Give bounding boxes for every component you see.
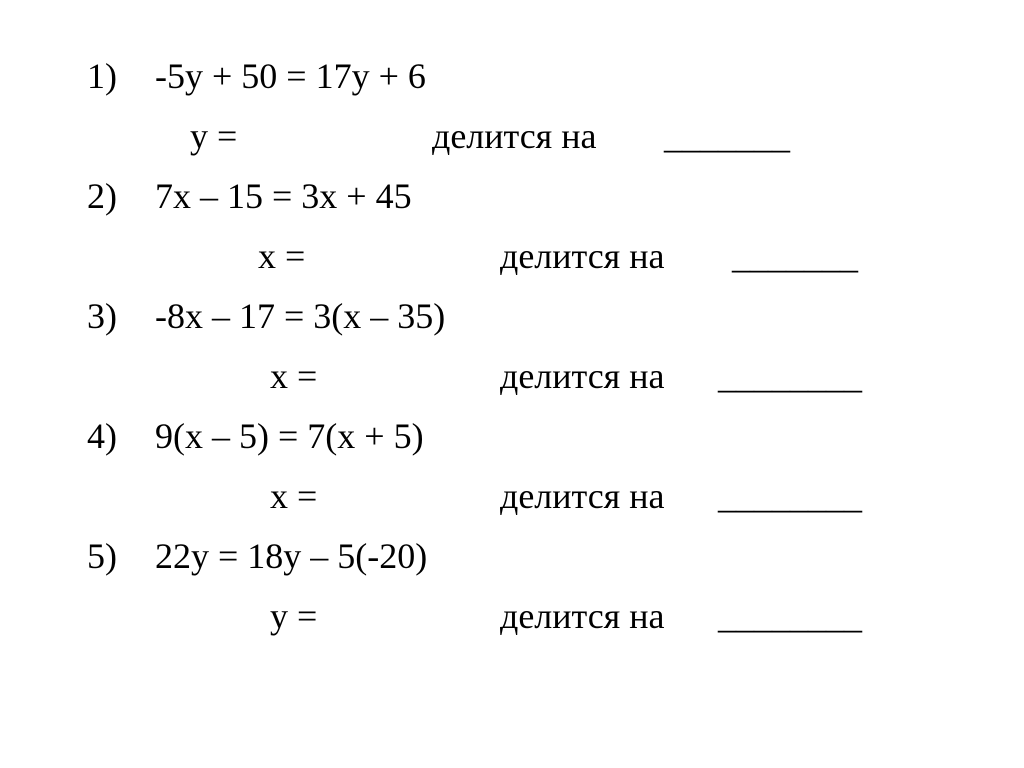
problem-5-divisible-label: делится на [500, 596, 665, 636]
problem-3-divisible-label: делится на [500, 356, 665, 396]
problem-4-answer-blank[interactable]: ________ [718, 476, 862, 516]
problem-3-number: 3) [87, 296, 117, 336]
problem-4-answer-variable: x = [270, 476, 318, 516]
problem-1-divisible-label: делится на [432, 116, 597, 156]
problem-1-number: 1) [87, 56, 117, 96]
problem-2-answer-blank[interactable]: _______ [732, 236, 858, 276]
problem-3-equation: -8x – 17 = 3(x – 35) [155, 296, 446, 336]
problem-4-number: 4) [87, 416, 117, 456]
problem-4-divisible-label: делится на [500, 476, 665, 516]
problem-3-answer-variable: x = [270, 356, 318, 396]
problem-5-number: 5) [87, 536, 117, 576]
problem-5-answer-variable: y = [270, 596, 318, 636]
problem-2-answer-variable: x = [258, 236, 306, 276]
problem-1-answer-blank[interactable]: _______ [664, 116, 790, 156]
problem-1-answer-variable: y = [190, 116, 238, 156]
problem-3-answer-blank[interactable]: ________ [718, 356, 862, 396]
problem-4-equation: 9(x – 5) = 7(x + 5) [155, 416, 424, 456]
problem-2-divisible-label: делится на [500, 236, 665, 276]
problem-1-equation: -5y + 50 = 17y + 6 [155, 56, 426, 96]
problem-2-number: 2) [87, 176, 117, 216]
problem-5-answer-blank[interactable]: ________ [718, 596, 862, 636]
problem-5-equation: 22y = 18y – 5(-20) [155, 536, 428, 576]
problem-2-equation: 7x – 15 = 3x + 45 [155, 176, 412, 216]
